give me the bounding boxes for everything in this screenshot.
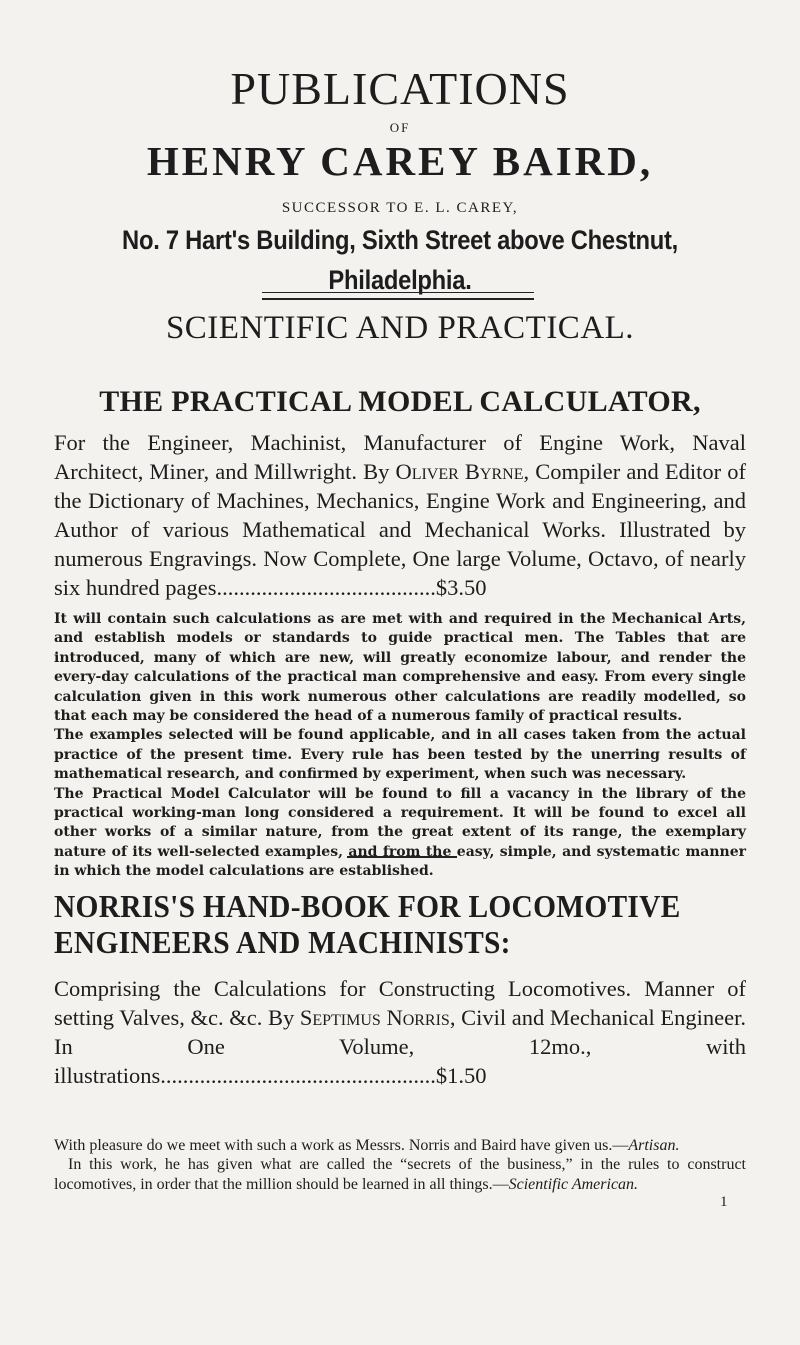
- book2-title: NORRIS'S HAND-BOOK FOR LOCOMOTIVE ENGINEERS AND MACHINISTS:: [54, 888, 681, 960]
- book2-desc-text-2: Civil and Mechanical Engineer. In One Volume, 12mo., with illustrations: [54, 1005, 747, 1088]
- book2-note-2: [54, 1155, 746, 1194]
- book2-note-1-text: With pleasure do we meet with such a work as Messrs. Norris and Baird have given us.—: [54, 1137, 629, 1154]
- book2-desc-text: Comprising the Calculations for Constructing Locomotives. Manner of setting Valves, &c. &c. By: [54, 976, 746, 1030]
- page-number: 1: [720, 1194, 728, 1210]
- book1-notes: [54, 610, 746, 882]
- publisher-address: No. 7 Hart's Building, Sixth Street above Chestnut, Philadelphia.: [122, 225, 678, 295]
- book2-price-leader: .................................................: [160, 1063, 436, 1088]
- book2-price: $1.50: [435, 1063, 487, 1088]
- book1-price-leader: .......................................: [216, 575, 436, 600]
- book2-author: Septimus Norris,: [299, 1005, 456, 1030]
- book2-note-1: [54, 1136, 746, 1155]
- book2-note-2-text: In this work, he has given what are called the “secrets of the business,” in the rules to construct locomotives, in order that the million should be learned in all things.—: [54, 1156, 746, 1193]
- publications-title: PUBLICATIONS: [230, 63, 570, 114]
- book1-note-3: The Practical Model Calculator will be found to fill a vacancy in the library of the practical working-man long considered a requirement. It will be found to excel all other works of a similar nature, from the great extent of its range, the exemplary nature of its well-selected examples, and from the easy, simple, and systematic manner in which the model calculations are established.: [54, 785, 746, 880]
- double-rule-divider: [262, 292, 534, 300]
- book1-title: THE PRACTICAL MODEL CALCULATOR,: [99, 385, 701, 418]
- successor-line: SUCCESSOR TO E. L. CAREY,: [281, 200, 519, 216]
- book1-price: $3.50: [435, 575, 487, 600]
- book1-desc-text: For the Engineer, Machinist, Manufacturer of Engine Work, Naval Architect, Miner, and Millwright. By: [54, 430, 746, 484]
- book1-author: Oliver Byrne,: [395, 459, 530, 484]
- section-heading: SCIENTIFIC AND PRACTICAL.: [165, 310, 635, 346]
- of-label: OF: [389, 120, 411, 135]
- book1-description: [54, 428, 746, 602]
- book1-note-2: The examples selected will be found applicable, and in all cases taken from the actual practice of the present time. Every rule has been tested by the unerring results of mathematical research, and confirmed by experiment, when such was necessary.: [54, 727, 746, 783]
- publisher-name: HENRY CAREY BAIRD,: [146, 138, 654, 184]
- book1-note-1: It will contain such calculations as are met with and required in the Mechanical Arts, and establish models or standards to guide practical men. The Tables that are introduced, many of which are new, will greatly economize labour, and render the every-day calculations of the practical man comprehensive and easy. From every single calculation given in this work numerous other calculations are readily modelled, so that each may be considered the head of a numerous family of practical results.: [54, 611, 746, 725]
- book2-note-1-source: Artisan.: [628, 1137, 680, 1154]
- single-rule-divider: [347, 856, 457, 858]
- book2-notes: [54, 1136, 746, 1194]
- book2-note-2-source: Scientific American.: [508, 1175, 639, 1193]
- book2-description: [54, 974, 746, 1090]
- book1-desc-text-2: Compiler and Editor of the Dictionary of Machines, Mechanics, Engine Work and Engineering, and Author of various Mathematical and Mechanical Works. Illustrated by numerous Engravings. Now Complete, One large Volume, Octavo, of nearly six hundred pages: [54, 459, 746, 600]
